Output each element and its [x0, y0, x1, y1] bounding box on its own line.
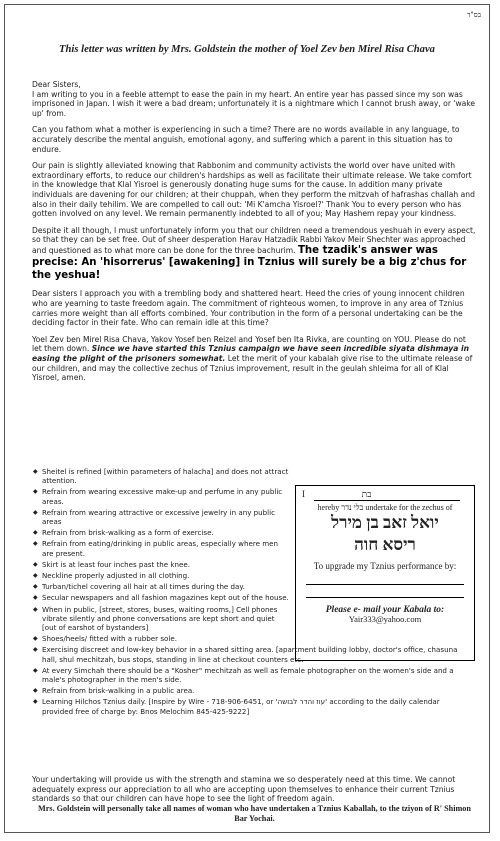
- letter-page: [4, 4, 490, 833]
- email-prompt: Please e- mail your Kabala to:: [325, 604, 445, 615]
- paragraph-6: [32, 335, 477, 383]
- paragraph-2: Can you fathom what a mother is experiencing in such a time? There are no words available in any language, to accurately describe the mental anguish, emotional agony, and suffering which a parent in this situation has to endure.: [32, 125, 460, 154]
- pledge-blank-2[interactable]: [306, 585, 464, 598]
- tzadik-answer: The tzadik's answer was precise: An 'hisorrerus' [awakening] in Tznius will surely be a big z'chus for the yeshua!: [32, 244, 467, 281]
- diamond-bullet-icon: ◆: [33, 583, 38, 591]
- paragraph-3: Our pain is slightly alleviated knowing that Rabbonim and community activists the world over have united with extraordinary efforts, to reduce our children's hardships as well as facilitate their ultimate release. We take comfort in the knowledge that Klal Yisroel is generously donating huge sums for the cause. In addition many private individuals are davening for our children; at their chuppah, when they perform the mitzvah of hafrashas challah and also in their daily tehilim. We are compelled to call out: 'Mi K'amcha Yisroel?' Thank You to every person who has gotten involved on any level. We remain permanently indebted to all of you; May Hashem repay your kindness.: [32, 161, 475, 219]
- salutation: Dear Sisters,: [32, 80, 81, 89]
- list-item: ◆ Sheitel is refined [within parameters of halacha] and does not attract attention.: [33, 467, 289, 486]
- pledge-box: [295, 485, 475, 661]
- diamond-bullet-icon: ◆: [33, 666, 38, 674]
- diamond-bullet-icon: ◆: [33, 468, 38, 475]
- diamond-bullet-icon: ◆: [33, 687, 38, 695]
- list-item: ◆ Shoes/heels/ fitted with a rubber sole.: [33, 634, 177, 644]
- paragraph-1: I am writing to you in a feeble attempt to ease the pain in my heart. An entire year has passed since my son was imprisoned in Japan. I wish it were a bad dream; unfortunately it is a nightmare which I cannot brush away, or 'wake up' from.: [32, 89, 476, 118]
- closing-note: Mrs. Goldstein will personally take all names of woman who have undertaken a Tznius Kaballah, to the tziyon of R' Shimon Bar Yochai.: [38, 803, 471, 823]
- pledge-blank-1[interactable]: [306, 572, 464, 585]
- diamond-bullet-icon: ◆: [33, 605, 38, 613]
- diamond-bullet-icon: ◆: [33, 572, 38, 580]
- diamond-bullet-icon: ◆: [33, 508, 38, 516]
- paragraph-6-c: Let the merit of your kabalah give rise to the ultimate release of our children, and may the collective zechus of Tznius improvement, result in the geulah shleima for all of Klal Yisroel, amen.: [32, 353, 473, 383]
- letter-footer: [32, 775, 477, 824]
- paragraph-4-text: Despite it all though, I must unfortunately inform you that our children need a tremendous yeshuah in every aspect, so that they can be set free. Out of sheer desperation Harav Hatzadik Rabbi Yakov Meir Shechter was approached and questioned as to what more can be done for the three bachurim.: [32, 225, 476, 255]
- email-address[interactable]: Yair333@yahoo.com: [348, 614, 422, 625]
- diamond-bullet-icon: ◆: [33, 698, 38, 706]
- list-item: ◆ Neckline properly adjusted in all clothing.: [33, 571, 190, 581]
- list-item: ◆ Secular newspapers and all fashion magazines kept out of the house.: [33, 593, 289, 603]
- paragraph-6-b: Since we have started this Tznius campaign we have seen incredible siyata dishmaya in easing the plight of the prisoners somewhat.: [32, 344, 470, 363]
- pledge-i-label: I: [302, 489, 305, 499]
- list-item: ◆ Skirt is at least four inches past the knee.: [33, 559, 191, 569]
- pledge-upgrade: To upgrade my Tznius performance by:: [313, 561, 457, 572]
- list-item: ◆ Refrain from brisk-walking in a public area.: [33, 686, 195, 696]
- list-item: ◆ At every Simchah there should be a "Kosher" mechitzah as well as female photographer on the women's side and a male's photographer in the men's side.: [33, 665, 454, 685]
- footer-paragraph: Your undertaking will provide us with the strength and stamina we so desperately need at this time. We cannot adequately express our appreciation to all who are accepting upon themselves to enhance their current Tznius standards so that our children can have hope to see the light of freedom again.: [32, 775, 456, 804]
- list-item: ◆ Refrain from brisk-walking as a form of exercise.: [33, 528, 214, 538]
- diamond-bullet-icon: ◆: [33, 488, 38, 496]
- diamond-bullet-icon: ◆: [33, 635, 38, 643]
- diamond-bullet-icon: ◆: [33, 540, 38, 548]
- letter-title: This letter was written by Mrs. Goldstein the mother of Yoel Zev ben Mirel Risa Chava: [59, 44, 435, 55]
- letter-body: [32, 80, 477, 390]
- list-item: ◆ Refrain from wearing excessive make-up and perfume in any public areas.: [33, 487, 283, 506]
- list-item: ◆ Refrain from eating/drinking in public areas, especially where men are present.: [33, 539, 278, 558]
- pledge-bas-label: בת: [361, 489, 372, 499]
- list-item: ◆ Refrain from wearing attractive or excessive jewelry in any public areas: [33, 507, 275, 527]
- pledge-name-line: [302, 490, 468, 500]
- paragraph-5: Dear sisters I approach you with a trembling body and shattered heart. Heed the cries of young innocent children who are yearning to taste freedom again. The commitment of righteous women, to improve in any area of Tznius carries more weight than all efforts combined. Your contribution in the form of a personal undertaking can be the deciding factor in their fate. Who can remain idle at this time?: [32, 289, 465, 328]
- bsd-mark: בס"ד: [467, 11, 481, 19]
- diamond-bullet-icon: ◆: [33, 560, 38, 568]
- diamond-bullet-icon: ◆: [33, 646, 38, 654]
- paragraph-6-a: Yoel Zev ben Mirel Risa Chava, Yakov Yosef ben Reizel and Yosef ben Ita Rivka, are counting on YOU. Please do not let them down.: [32, 334, 466, 354]
- paragraph-4: [32, 226, 477, 283]
- list-item: ◆ When in public, [street, stores, buses, waiting rooms,] Cell phones vibrate silently and phone conversations are kept short and quiet [out of earshot of bystanders]: [33, 604, 278, 633]
- list-item: ◆ Turban/tichel covering all hair at all times during the day.: [33, 582, 245, 592]
- prisoner-name-2: ריסא חוה: [354, 535, 416, 555]
- list-item: ◆ Learning Hilchos Tznius daily. [Inspire by Wire - 718-906-6451, or 'עוז והדר לבושה' according to the daily calendar provided free of charge by: Bnos Melochim 845-425-9222]: [33, 697, 440, 716]
- diamond-bullet-icon: ◆: [33, 594, 38, 602]
- diamond-bullet-icon: ◆: [33, 529, 38, 537]
- list-item: ◆ Exercising discreet and low-key behavior in a shared sitting area. [apartment building lobby, doctor's office, chasuna hall, shul mechitzah, bus stops, standing in line at checkout counters etc.: [33, 645, 458, 664]
- prisoner-name-1: יואל זאב בן מירל: [331, 513, 439, 533]
- pledge-hereby: hereby בלי נדר undertake for the zechus of: [317, 502, 453, 512]
- name-blank[interactable]: [314, 500, 460, 501]
